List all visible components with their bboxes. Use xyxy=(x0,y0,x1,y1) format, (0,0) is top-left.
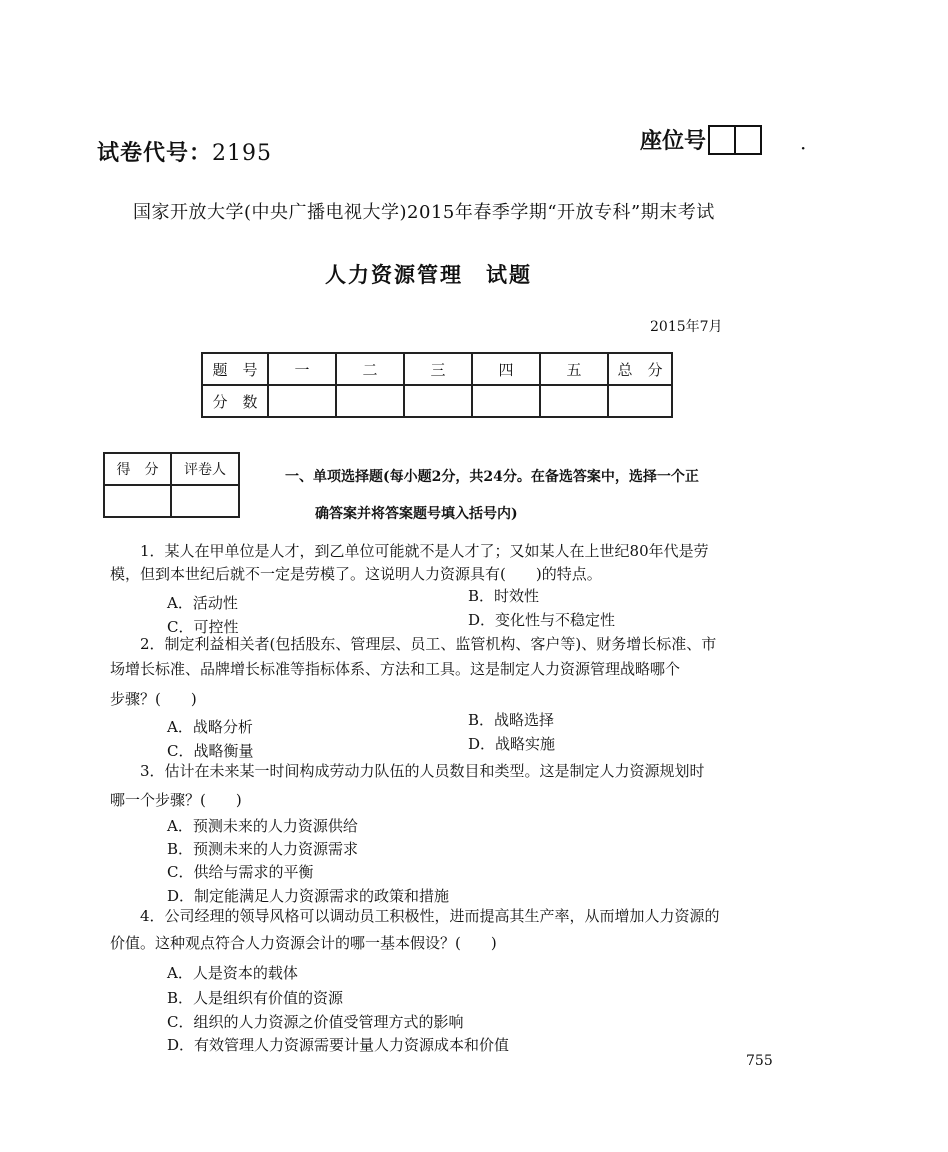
exam-date: 2015年7月 xyxy=(650,319,723,335)
q1-option-d: D．变化性与不稳定性 xyxy=(468,611,616,629)
seat-box xyxy=(736,125,762,155)
seat-number xyxy=(640,124,762,155)
q2-option-c: C．战略衡量 xyxy=(167,742,254,760)
score-header-cell: 总 分 xyxy=(608,353,672,385)
q3-line1: 3．估计在未来某一时间构成劳动力队伍的人员数目和类型。这是制定人力资源规划时 xyxy=(140,762,705,780)
grader-name-label: 评卷人 xyxy=(171,453,239,485)
grader-table xyxy=(103,452,240,518)
score-row-label: 分 数 xyxy=(202,385,268,417)
q2-option-a: A．战略分析 xyxy=(167,718,253,736)
q4-option-d: D．有效管理人力资源需要计量人力资源成本和价值 xyxy=(167,1036,510,1054)
q2-line3: 步骤？( ) xyxy=(110,690,197,708)
q4-option-a: A．人是资本的载体 xyxy=(167,964,298,982)
score-cell xyxy=(608,385,672,417)
q2-line1: 2．制定利益相关者(包括股东、管理层、员工、监管机构、客户等)、财务增长标准、市 xyxy=(140,635,717,653)
score-header-cell: 一 xyxy=(268,353,336,385)
q1-option-a: A．活动性 xyxy=(167,594,238,612)
score-header-cell: 五 xyxy=(540,353,608,385)
grader-score-label: 得 分 xyxy=(104,453,171,485)
q2-line2: 场增长标准、品牌增长标准等指标体系、方法和工具。这是制定人力资源管理战略哪个 xyxy=(110,660,681,678)
grader-header-row xyxy=(104,453,239,485)
grader-score-cell xyxy=(104,485,171,517)
q2-option-b: B．战略选择 xyxy=(468,711,555,729)
score-header-cell: 题 号 xyxy=(202,353,268,385)
score-header-cell: 二 xyxy=(336,353,404,385)
score-header-cell: 三 xyxy=(404,353,472,385)
section-heading-line2: 确答案并将答案题号填入括号内) xyxy=(315,506,518,522)
seat-box xyxy=(708,125,736,155)
speck-dot: · xyxy=(800,136,807,160)
q4-line1: 4．公司经理的领导风格可以调动员工积极性，进而提高其生产率，从而增加人力资源的 xyxy=(140,907,720,925)
page-number: 755 xyxy=(746,1053,773,1069)
q3-option-a: A．预测未来的人力资源供给 xyxy=(167,817,358,835)
score-value-row xyxy=(202,385,672,417)
section-heading-line1: 一、单项选择题(每小题2分，共24分。在备选答案中，选择一个正 xyxy=(285,469,699,485)
q1-option-c: C．可控性 xyxy=(167,618,239,636)
q4-option-c: C．组织的人力资源之价值受管理方式的影响 xyxy=(167,1013,464,1031)
q3-option-d: D．制定能满足人力资源需求的政策和措施 xyxy=(167,887,450,905)
score-cell xyxy=(472,385,540,417)
q4-option-b: B．人是组织有价值的资源 xyxy=(167,989,344,1007)
score-header-cell: 四 xyxy=(472,353,540,385)
grader-name-cell xyxy=(171,485,239,517)
score-cell xyxy=(404,385,472,417)
q2-option-d: D．战略实施 xyxy=(468,735,556,753)
q4-line2: 价值。这种观点符合人力资源会计的哪一基本假设？( ) xyxy=(110,934,497,952)
subject-title: 人力资源管理 试题 xyxy=(325,263,532,287)
paper-code-label: 试卷代号： xyxy=(97,141,213,166)
score-cell xyxy=(268,385,336,417)
seat-label: 座位号 xyxy=(640,129,707,154)
score-cell xyxy=(336,385,404,417)
q3-option-b: B．预测未来的人力资源需求 xyxy=(167,840,359,858)
seat-boxes xyxy=(708,125,762,155)
score-cell xyxy=(540,385,608,417)
score-table xyxy=(201,352,673,418)
score-header-row xyxy=(202,353,672,385)
q1-line2: 模，但到本世纪后就不一定是劳模了。这说明人力资源具有( )的特点。 xyxy=(110,565,602,583)
grader-value-row xyxy=(104,485,239,517)
q3-option-c: C．供给与需求的平衡 xyxy=(167,863,314,881)
q3-line2: 哪一个步骤？( ) xyxy=(110,791,242,809)
q1-line1: 1．某人在甲单位是人才，到乙单位可能就不是人才了；又如某人在上世纪80年代是劳 xyxy=(140,542,709,560)
paper-code-value: 2195 xyxy=(212,141,273,166)
exam-title: 国家开放大学(中央广播电视大学)2015年春季学期“开放专科”期末考试 xyxy=(133,202,715,223)
q1-option-b: B．时效性 xyxy=(468,587,540,605)
paper-code xyxy=(97,136,272,167)
